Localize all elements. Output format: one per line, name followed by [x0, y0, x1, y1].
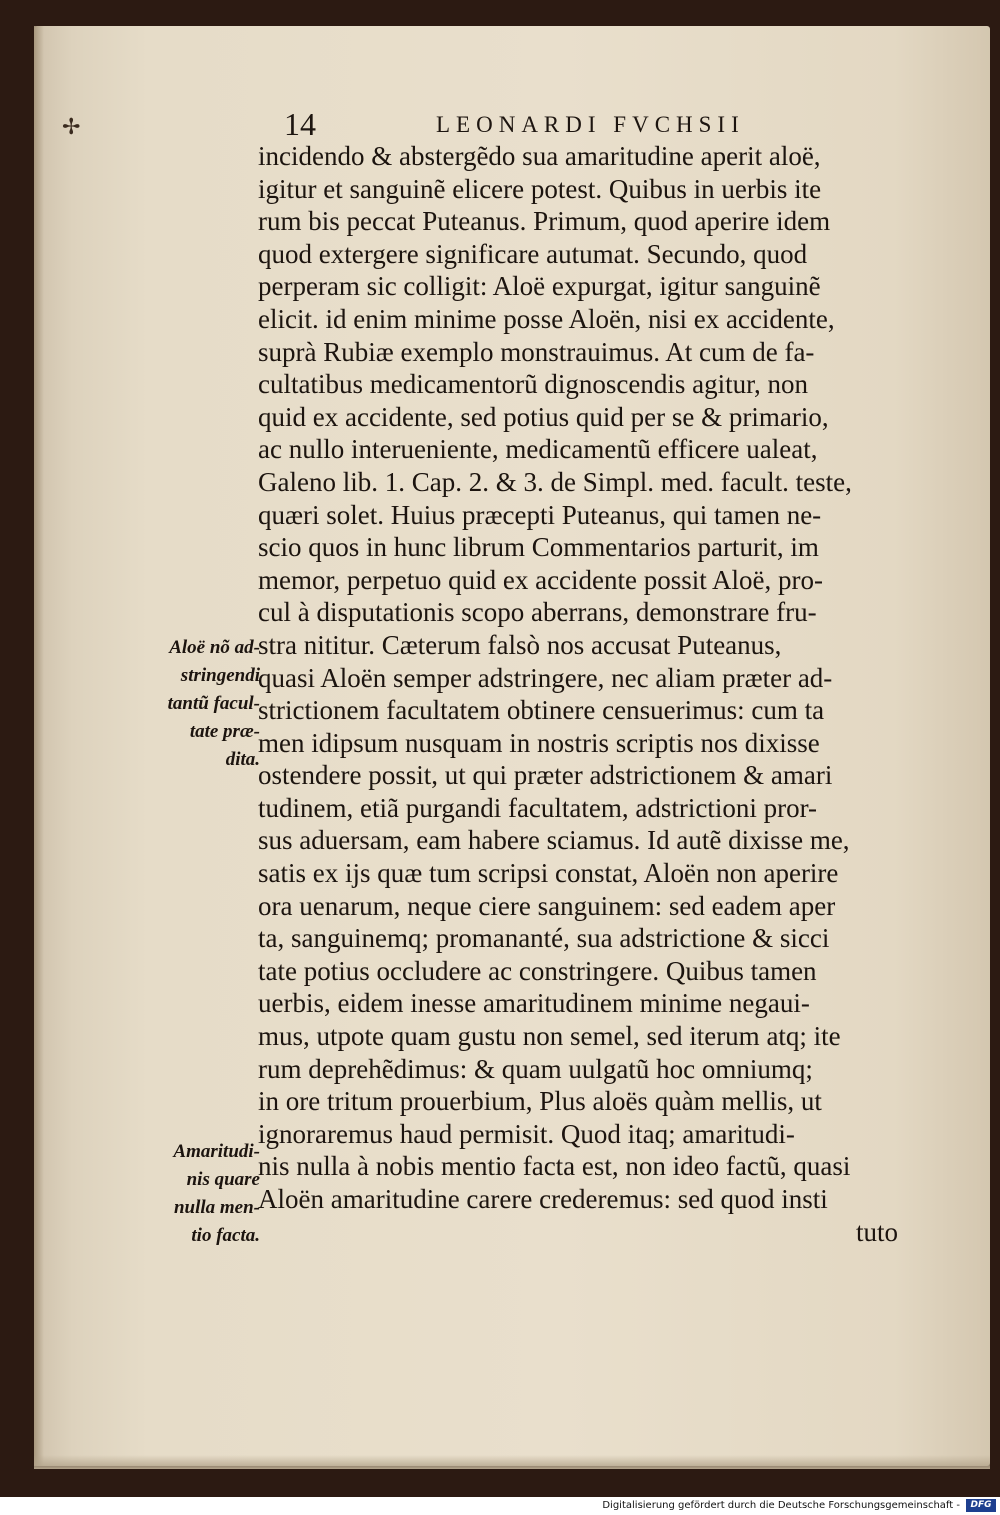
text-line: ignoraremus haud permisit. Quod itaq; amaritudi- [258, 1118, 795, 1149]
dfg-logo: DFG [966, 1499, 996, 1512]
text-line: perperam sic colligit: Aloë expurgat, igitur sanguinẽ [258, 271, 821, 302]
page-header [284, 104, 924, 144]
text-line: elicit. id enim minime posse Aloën, nisi ex accidente, [258, 303, 835, 334]
text-line: scio quos in hunc librum Commentarios parturit, im [258, 532, 819, 563]
text-line: ostendere possit, ut qui præter adstrictionem & amari [258, 760, 833, 791]
marginal-note-line: Amaritudi- [173, 1141, 260, 1162]
text-line: Aloën amaritudine carere crederemus: sed quod insti [258, 1184, 828, 1214]
marginal-note-line: tantũ facul- [167, 693, 260, 714]
marginal-note-1 [134, 634, 260, 774]
marginal-note-line: nis quare [186, 1169, 260, 1190]
text-line: stra nititur. Cæterum falsò nos accusat Puteanus, [258, 629, 782, 660]
text-line: ta, sanguinemq; promananté, sua adstrictione & sicci [258, 923, 830, 954]
text-line: cultatibus medicamentorũ dignoscendis agitur, non [258, 369, 809, 400]
text-line: tate potius occludere ac constringere. Quibus tamen [258, 955, 817, 986]
marginal-note-line: dita. [225, 749, 260, 770]
main-text-block [258, 140, 923, 1248]
bookmark-mark-icon: ✢ [62, 114, 81, 139]
text-line: quasi Aloën semper adstringere, nec aliam præter ad- [258, 662, 833, 693]
text-line: mus, utpote quam gustu non semel, sed iterum atq; ite [258, 1021, 841, 1052]
text-line: ac nullo interueniente, medicamentũ efficere ualeat, [258, 434, 818, 465]
text-line: sus aduersam, eam habere sciamus. Id autẽ dixisse me, [258, 825, 850, 856]
text-line: suprà Rubiæ exemplo monstrauimus. At cum de fa- [258, 336, 815, 367]
marginal-note-line: tio facta. [191, 1225, 260, 1246]
text-line: in ore tritum prouerbium, Plus aloës quàm mellis, ut [258, 1086, 822, 1117]
text-line: incidendo & abstergẽdo sua amaritudine aperit aloë, [258, 141, 821, 171]
text-line: quid ex accidente, sed potius quid per se & primario, [258, 401, 829, 432]
text-line: Galeno lib. 1. Cap. 2. & 3. de Simpl. med. facult. teste, [258, 466, 852, 497]
text-line: men idipsum nusquam in nostris scriptis nos dixisse [258, 727, 820, 758]
marginal-note-2 [134, 1138, 260, 1250]
marginal-note-line: stringendi [180, 665, 260, 686]
page-shadow-bottom [34, 1455, 990, 1469]
text-line: cul à disputationis scopo aberrans, demonstrare fru- [258, 597, 817, 628]
text-line: rum deprehẽdimus: & quam uulgatũ hoc omniumq; [258, 1053, 813, 1084]
text-line: memor, perpetuo quid ex accidente possit Aloë, pro- [258, 564, 824, 595]
catchword: tuto [855, 1216, 898, 1247]
page-shadow-left [34, 26, 44, 1466]
page-number: 14 [284, 106, 316, 142]
text-line: tudinem, etiã purgandi facultatem, adstrictioni pror- [258, 792, 818, 823]
funding-credit: Digitalisierung gefördert durch die Deutsche Forschungsgemeinschaft - [602, 1500, 960, 1511]
marginal-note-line: tate præ- [189, 721, 260, 742]
marginal-note-line: nulla men- [173, 1197, 260, 1218]
text-line: satis ex ijs quæ tum scripsi constat, Aloën non aperire [258, 858, 839, 889]
text-line: quæri solet. Huius præcepti Puteanus, qui tamen ne- [258, 499, 822, 530]
marginal-note-line: Aloë nõ ad- [169, 637, 260, 658]
text-line: ora uenarum, neque ciere sanguinem: sed eadem aper [258, 890, 836, 921]
text-line: nis nulla à nobis mentio facta est, non ideo factũ, quasi [258, 1151, 851, 1182]
text-line: igitur et sanguinẽ elicere potest. Quibus in uerbis ite [258, 173, 822, 204]
running-title: LEONARDI FVCHSII [436, 112, 745, 137]
text-line: strictionem facultatem obtinere censuerimus: cum ta [258, 695, 825, 726]
text-line: rum bis peccat Puteanus. Primum, quod aperire idem [258, 206, 831, 237]
text-line: quod extergere significare autumat. Secundo, quod [258, 238, 808, 269]
text-line: uerbis, eidem inesse amaritudinem minime negaui- [258, 988, 810, 1019]
digitization-footer [0, 1497, 1000, 1515]
